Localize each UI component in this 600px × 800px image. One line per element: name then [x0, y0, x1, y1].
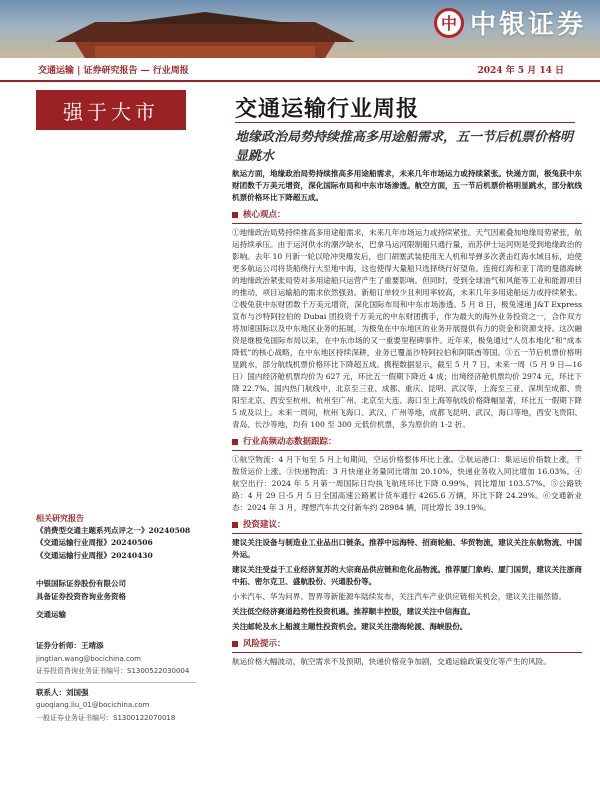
company-info	[36, 578, 206, 622]
section-header	[232, 638, 582, 650]
section-title: 投资建议：	[243, 520, 286, 530]
related-report-item[interactable]: 《交通运输行业周报》20240430	[36, 550, 153, 560]
brand-logo	[434, 4, 586, 41]
contact-cert: 一般证券业务证书编号：S1300122070018	[36, 713, 176, 722]
bullet-square-icon	[232, 439, 238, 445]
analyst-name: 证券分析师：王靖添	[36, 641, 104, 650]
report-body	[232, 168, 582, 671]
section-title: 行业高频动态数据跟踪：	[243, 437, 337, 447]
section-paragraph: 建议关注受益于工业经济复苏的大宗商品供应链和危化品物流。推荐厦门象屿、厦门国贸，建议关注浙商中拓、密尔克卫、盛航股份、兴通股份等。	[232, 565, 582, 586]
intro-paragraph: 航运方面，地缘政治局势持续推高多用途船需求，未来几年市场运力或持续紧张。快递方面，极兔获中东财团数千万美元增资，深化国际布局和中东市场渗透。航空方面，五一节后机票价格明显跳水，部分航线机票价格环比下降超五成。	[232, 169, 582, 202]
report-info-row	[0, 58, 600, 82]
related-title: 相关研究报告	[36, 513, 84, 523]
company-name: 中银国际证券股份有限公司	[36, 579, 126, 588]
contact-email[interactable]: guoqiang.liu_01@bocichina.com	[36, 701, 150, 709]
report-date: 2024 年 5 月 14 日	[477, 65, 564, 76]
section-header	[232, 436, 582, 448]
section-paragraph: ①地缘政治局势持续推高多用途船需求，未来几年市场运力或持续紧张。天气因素叠加地缘局势紧张，航运持续承压。由于运河供水的潮汐缺水，巴拿马运河限制船只通行量，而苏伊士运河则是受到地缘政治的影响。去年 10 月新一轮以哈冲突爆发后，也门胡塞武装使用无人机和导弹多次袭击红海水域目标，迫使更多航运公司将货船绕行大至地中海，这也使得大量船只选择绕行好望角。连接红海和亚丁湾的曼德海峡的地缘政治紧张局势对多用途船只运营产生了重要影响。但同时，受到全球油气和风能等工业和能源项目的推动，项目运输船的需求依然强劲。新船订单较少且利用率较高，未来几年多用途船运力或持续紧张。②极兔获中东财团数千万美元增资，深化国际布局和中东市场渗透。5 月 8 日，极兔速递 J&T Express 宣布与沙特阿拉伯的 Dubai 团投资千万美元的中东财团携手，作为最大的海外业务投资之一，合作双方将加速国际以及中东地区业务的拓展，为极兔在中东地区的业务开展提供有力的资金和资源支持。这次融资是继极兔国际布局以来，在中东市场的又一重要里程碑事件。近年来，极兔通过“人员本地化”和“成本降低”的核心战略，在中东地区持续深耕，业务已覆盖沙特阿拉伯和阿联酋等国。③五一节后机票价格明显跳水，部分航线机票价格环比下降超五成。携程数据显示，截至 5 月 7 日，未来一周（5 月 9 日—16 日）国内经济舱机票均价为 627 元，环比五一假期下降近 4 成；出境经济舱机票均价 2974 元，环比下降 22.7%。国内热门航线中，北京至三亚、成都、重庆、昆明、武汉等，上海至三亚、深圳至成都、贵阳至北京、西安至杭州、杭州至广州、北京至大连、海口至上海等航线价格降幅显著，环比五一假期下降 5 成及以上。未来一周间，杭州飞海口、武汉、广州等地，成都飞昆明、武汉，海口等地，西安飞贵阳、青岛、长沙等地，均有 100 至 300 元低价机票，多为原价的 1-2 折。	[232, 228, 582, 429]
section-header	[232, 209, 582, 221]
section-divider	[232, 223, 582, 224]
title-divider	[235, 122, 575, 123]
analyst-block	[36, 640, 206, 724]
brand-name: 中银证券	[469, 10, 586, 40]
report-type: 交通运输 | 证券研究报告 — 行业周报	[38, 65, 189, 76]
page-title: 交通运输行业周报	[235, 96, 420, 122]
section-paragraph: 关注邮轮及水上船渡主题性投资机会。建议关注渤海轮渡、海峡股份。	[232, 622, 468, 631]
section-paragraph: 关注低空经济赛道趋势性投资机遇。推荐顺丰控股，建议关注中信海直。	[232, 607, 475, 616]
related-reports	[36, 512, 206, 562]
related-report-item[interactable]: 《交通运输行业周报》20240506	[36, 538, 153, 547]
brand-mark-icon: 中	[434, 8, 464, 38]
sector-label: 交通运输	[36, 610, 66, 619]
divider	[36, 682, 196, 683]
section-title: 核心观点：	[243, 210, 286, 220]
contact-name: 联系人：刘国强	[36, 687, 89, 697]
section-paragraph: 航运价格大幅波动，航空需求不及预期，快递价格竞争加剧，交通运输政策变化等产生的风险。	[232, 657, 551, 666]
section-divider	[232, 450, 582, 451]
company-qualification: 具备证券投资咨询业务资格	[36, 591, 126, 601]
rating-badge: 强于大市	[36, 90, 186, 130]
sidebar	[36, 90, 196, 130]
section-divider	[232, 652, 582, 653]
analyst-email[interactable]: jingtian.wang@bocichina.com	[36, 654, 141, 663]
section-paragraph: 建议关注设备与制造业工业品出口链条。推荐中远海特、招商轮船、华贸物流，建议关注东航物流、中国外运。	[232, 538, 582, 559]
section-divider	[232, 533, 582, 534]
bullet-square-icon	[232, 641, 238, 647]
header-banner	[0, 0, 600, 58]
bullet-square-icon	[232, 522, 238, 528]
section-paragraph: 小米汽车、华为问界、智界等新能源车陆续发布，关注汽车产业供应链相关机会，建议关注福然德。	[232, 592, 567, 601]
section-title: 风险提示：	[243, 639, 286, 649]
palace-roof-icon	[55, 12, 355, 58]
section-header	[232, 519, 582, 531]
page-subtitle: 地缘政治局势持续推高多用途船需求，五一节后机票价格明显跳水	[235, 130, 574, 164]
related-report-item[interactable]: 《消费型交通主题系列点评之一》20240508	[36, 525, 191, 535]
analyst-cert: 证券投资咨询业务证书编号：S1300522030004	[36, 667, 190, 675]
bullet-square-icon	[232, 212, 238, 218]
section-paragraph: ①航空物流：4 月下旬至 5 月上旬期间，空运价格整体环比上涨。②航运港口：集运运价指数上涨，干散货运价上涨。③快递物流：3 月快递业务量同比增加 20.10%，快递业务收入同比增加 16.03%。④航空出行：2024 年 5 月第一周国际日均执飞航班环比下降 0.99%，同比增加 103.57%。⑤公路铁路：4 月 29 日-5 月 5 日全国高速公路累计货车通行 4265.6 万辆，环比下降 24.29%。⑥交通新业态：2024 年 3 月，理想汽车共交付新车约 28984 辆，同比增长 39.19%。	[232, 455, 582, 512]
